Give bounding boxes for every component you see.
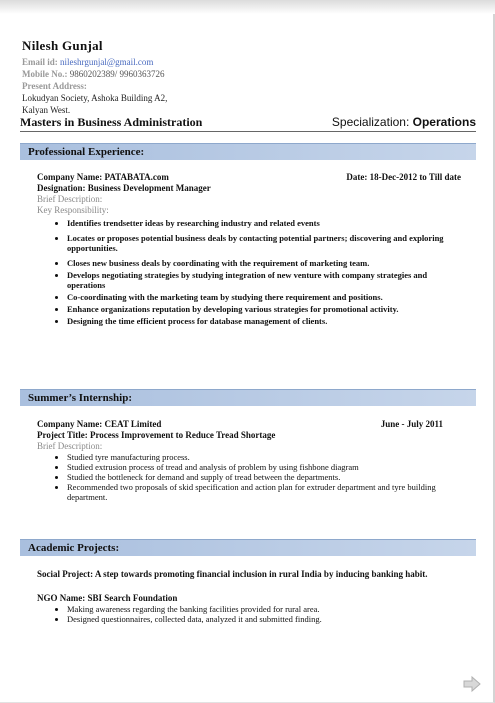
contact-header [22, 38, 472, 116]
list-item: • Studied extrusion process of tread and analysis of problem by using fishbone diagram [67, 462, 467, 472]
section-heading-experience: Professional Experience: [20, 143, 476, 160]
academic-block [37, 569, 467, 624]
internship-date: June - July 2011 [380, 419, 443, 429]
experience-block [37, 172, 467, 331]
address-line-2: Kalyan West. [22, 105, 71, 115]
address-label-line [22, 80, 472, 92]
list-item: • Studied tyre manufacturing process. [67, 452, 467, 462]
experience-company: Company Name: PATABATA.com [37, 172, 169, 182]
list-item: • Closes new business deals by coordinating with the requirement of marketing team. [67, 258, 467, 268]
list-item: • Making awareness regarding the banking facilities provided for rural area. [67, 604, 467, 614]
internship-project: Project Title: Process Improvement to Reduce Tread Shortage [37, 430, 276, 440]
internship-company-row [37, 419, 467, 430]
list-item: • Designed questionnaires, collected data, analyzed it and submitted finding. [67, 614, 467, 624]
address-label: Present Address: [22, 81, 87, 91]
candidate-name: Nilesh Gunjal [22, 38, 103, 53]
list-item: • Co-coordinating with the marketing team by studying there requirement and positions. [67, 292, 467, 302]
social-project: Social Project: A step towards promoting financial inclusion in rural India by inducing banking habit. [37, 569, 428, 579]
list-item: • Identifies trendsetter ideas by researching industry and related events [67, 218, 467, 228]
ngo-name: NGO Name: SBI Search Foundation [37, 593, 178, 603]
email-value[interactable]: nileshrgunjal@gmail.com [60, 57, 154, 67]
address-line-1: Lokudyan Society, Ashoka Building A2, [22, 93, 168, 103]
list-item: • Enhance organizations reputation by developing various strategies for promotional activity. [67, 304, 467, 314]
list-item: • Designing the time efficient process for database management of clients. [67, 316, 467, 326]
experience-key-label: Key Responsibility: [37, 205, 109, 215]
list-item: • Recommended two proposals of skid specification and action plan for extruder department and tyre building department. [67, 482, 467, 502]
arrow-right-icon[interactable] [462, 675, 482, 693]
mobile-value: 9860202389/ 9960363726 [69, 69, 165, 79]
experience-date: Date: 18-Dec-2012 to Till date [346, 172, 461, 182]
academic-list [37, 604, 467, 624]
internship-list [37, 452, 467, 502]
list-item: • Studied the bottleneck for demand and supply of tread between the departments. [67, 472, 467, 482]
section-heading-academic: Academic Projects: [20, 539, 476, 556]
list-item: • Develops negotiating strategies by studying integration of new venture with company strategies and operations [67, 270, 467, 290]
section-heading-internship: Summer’s Internship: [20, 389, 476, 406]
mobile-label: Mobile No.: [22, 69, 68, 79]
internship-block [37, 419, 467, 502]
degree-row [20, 115, 476, 132]
experience-designation: Designation: Business Development Manager [37, 183, 211, 193]
internship-brief-label: Brief Description: [37, 441, 103, 451]
degree-title: Masters in Business Administration [20, 115, 203, 129]
experience-brief-label: Brief Description: [37, 194, 103, 204]
email-label: Email id: [22, 57, 58, 67]
specialization-value: Operations [412, 115, 476, 129]
experience-company-row [37, 172, 467, 183]
internship-company: Company Name: CEAT Limited [37, 419, 162, 429]
top-bar [0, 0, 495, 14]
experience-list [37, 218, 467, 326]
email-line [22, 56, 472, 68]
specialization-label: Specialization: [331, 115, 410, 129]
mobile-line [22, 68, 472, 80]
specialization [332, 115, 476, 130]
list-item: • Locates or proposes potential business deals by contacting potential partners; discovering and exploring opportunities. [67, 233, 467, 253]
